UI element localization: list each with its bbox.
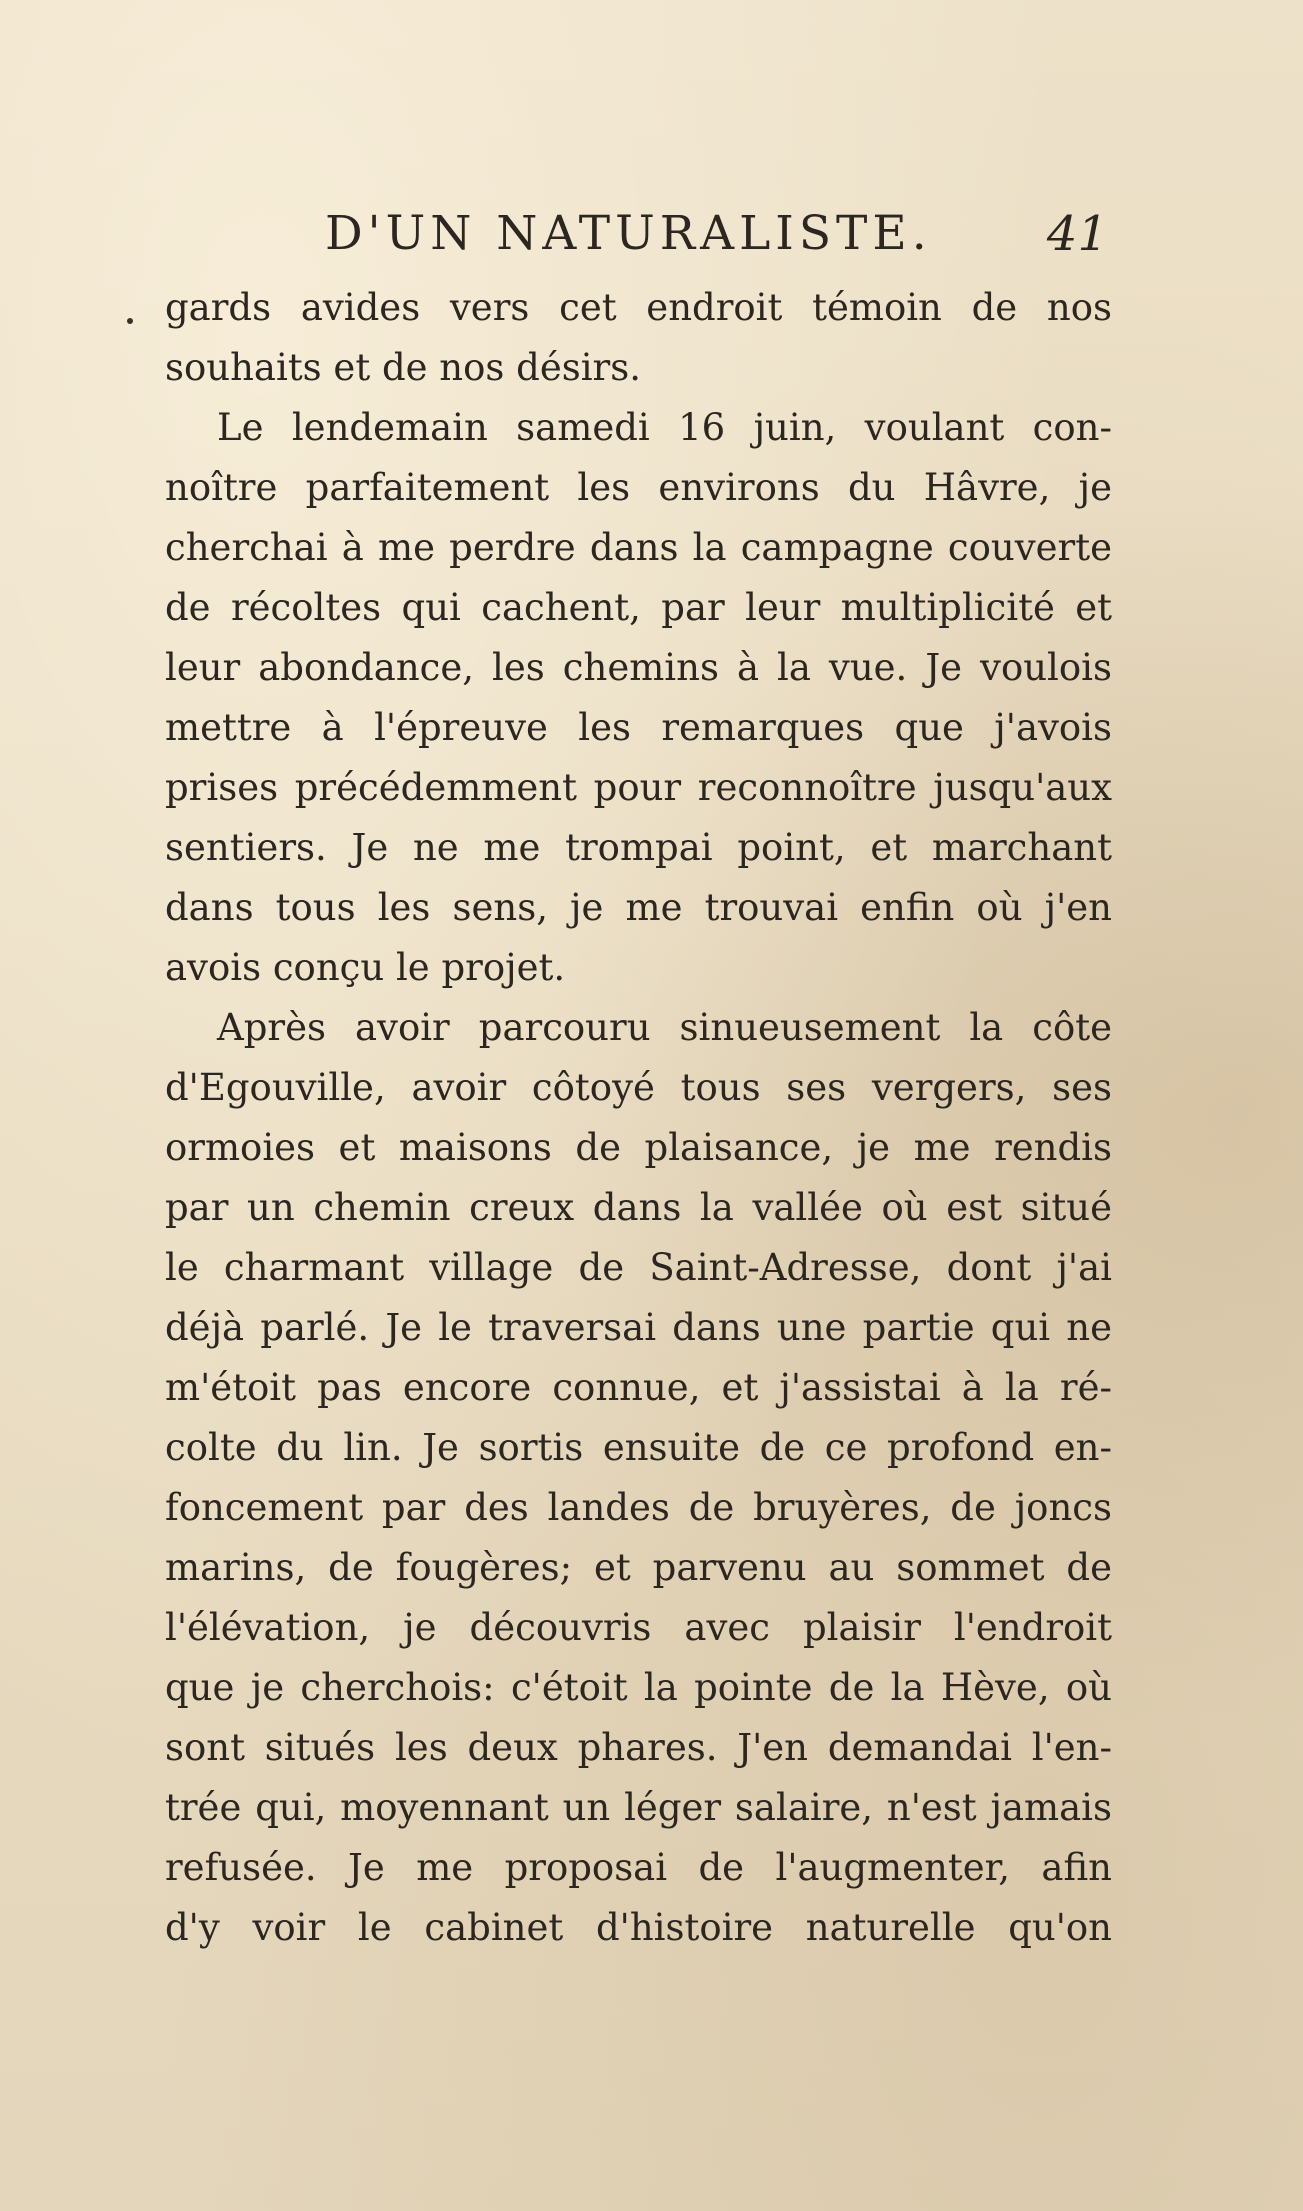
text-line: déjà parlé. Je le traversai dans une partie qui ne (165, 1306, 1112, 1349)
text-line: le charmant village de Saint-Adresse, dont j'ai (165, 1246, 1112, 1289)
text-line: foncement par des landes de bruyères, de joncs (165, 1486, 1112, 1529)
page-number: 41 (1046, 206, 1108, 262)
page-header (165, 198, 1112, 270)
ink-speck (127, 318, 133, 324)
text-line: gards avides vers cet endroit témoin de nos (165, 286, 1112, 329)
text-line: d'Egouville, avoir côtoyé tous ses vergers, ses (165, 1066, 1112, 1109)
text-line: refusée. Je me proposai de l'augmenter, afin (165, 1846, 1112, 1889)
body-text (165, 278, 1112, 1958)
text-line: sentiers. Je ne me trompai point, et marchant (165, 826, 1112, 869)
text-line: l'élévation, je découvris avec plaisir l'endroit (165, 1606, 1112, 1649)
text-line: ormoies et maisons de plaisance, je me rendis (165, 1126, 1112, 1169)
text-line: par un chemin creux dans la vallée où est situé (165, 1186, 1112, 1229)
text-line: de récoltes qui cachent, par leur multiplicité et (165, 586, 1112, 629)
text-line: colte du lin. Je sortis ensuite de ce profond en- (165, 1426, 1112, 1469)
text-line: souhaits et de nos désirs. (165, 346, 641, 389)
text-line: marins, de fougères; et parvenu au sommet de (165, 1546, 1112, 1589)
text-line: que je cherchois: c'étoit la pointe de la Hève, où (165, 1666, 1112, 1709)
text-line: m'étoit pas encore connue, et j'assistai à la ré- (165, 1366, 1112, 1409)
text-line: prises précédemment pour reconnoître jusqu'aux (165, 766, 1112, 809)
text-line: d'y voir le cabinet d'histoire naturelle qu'on (165, 1906, 1112, 1949)
text-line: leur abondance, les chemins à la vue. Je voulois (165, 646, 1112, 689)
text-line: Après avoir parcouru sinueusement la côte (217, 1006, 1112, 1049)
text-line: cherchai à me perdre dans la campagne couverte (165, 526, 1112, 569)
text-line: avois conçu le projet. (165, 946, 566, 989)
running-title: D'UN NATURALISTE. (325, 206, 932, 261)
text-line: mettre à l'épreuve les remarques que j'avois (165, 706, 1112, 749)
text-line: noître parfaitement les environs du Hâvre, je (165, 466, 1112, 509)
text-line: dans tous les sens, je me trouvai enfin où j'en (165, 886, 1112, 929)
text-line: sont situés les deux phares. J'en demandai l'en- (165, 1726, 1112, 1769)
text-line: Le lendemain samedi 16 juin, voulant con- (217, 406, 1112, 449)
text-line: trée qui, moyennant un léger salaire, n'est jamais (165, 1786, 1112, 1829)
